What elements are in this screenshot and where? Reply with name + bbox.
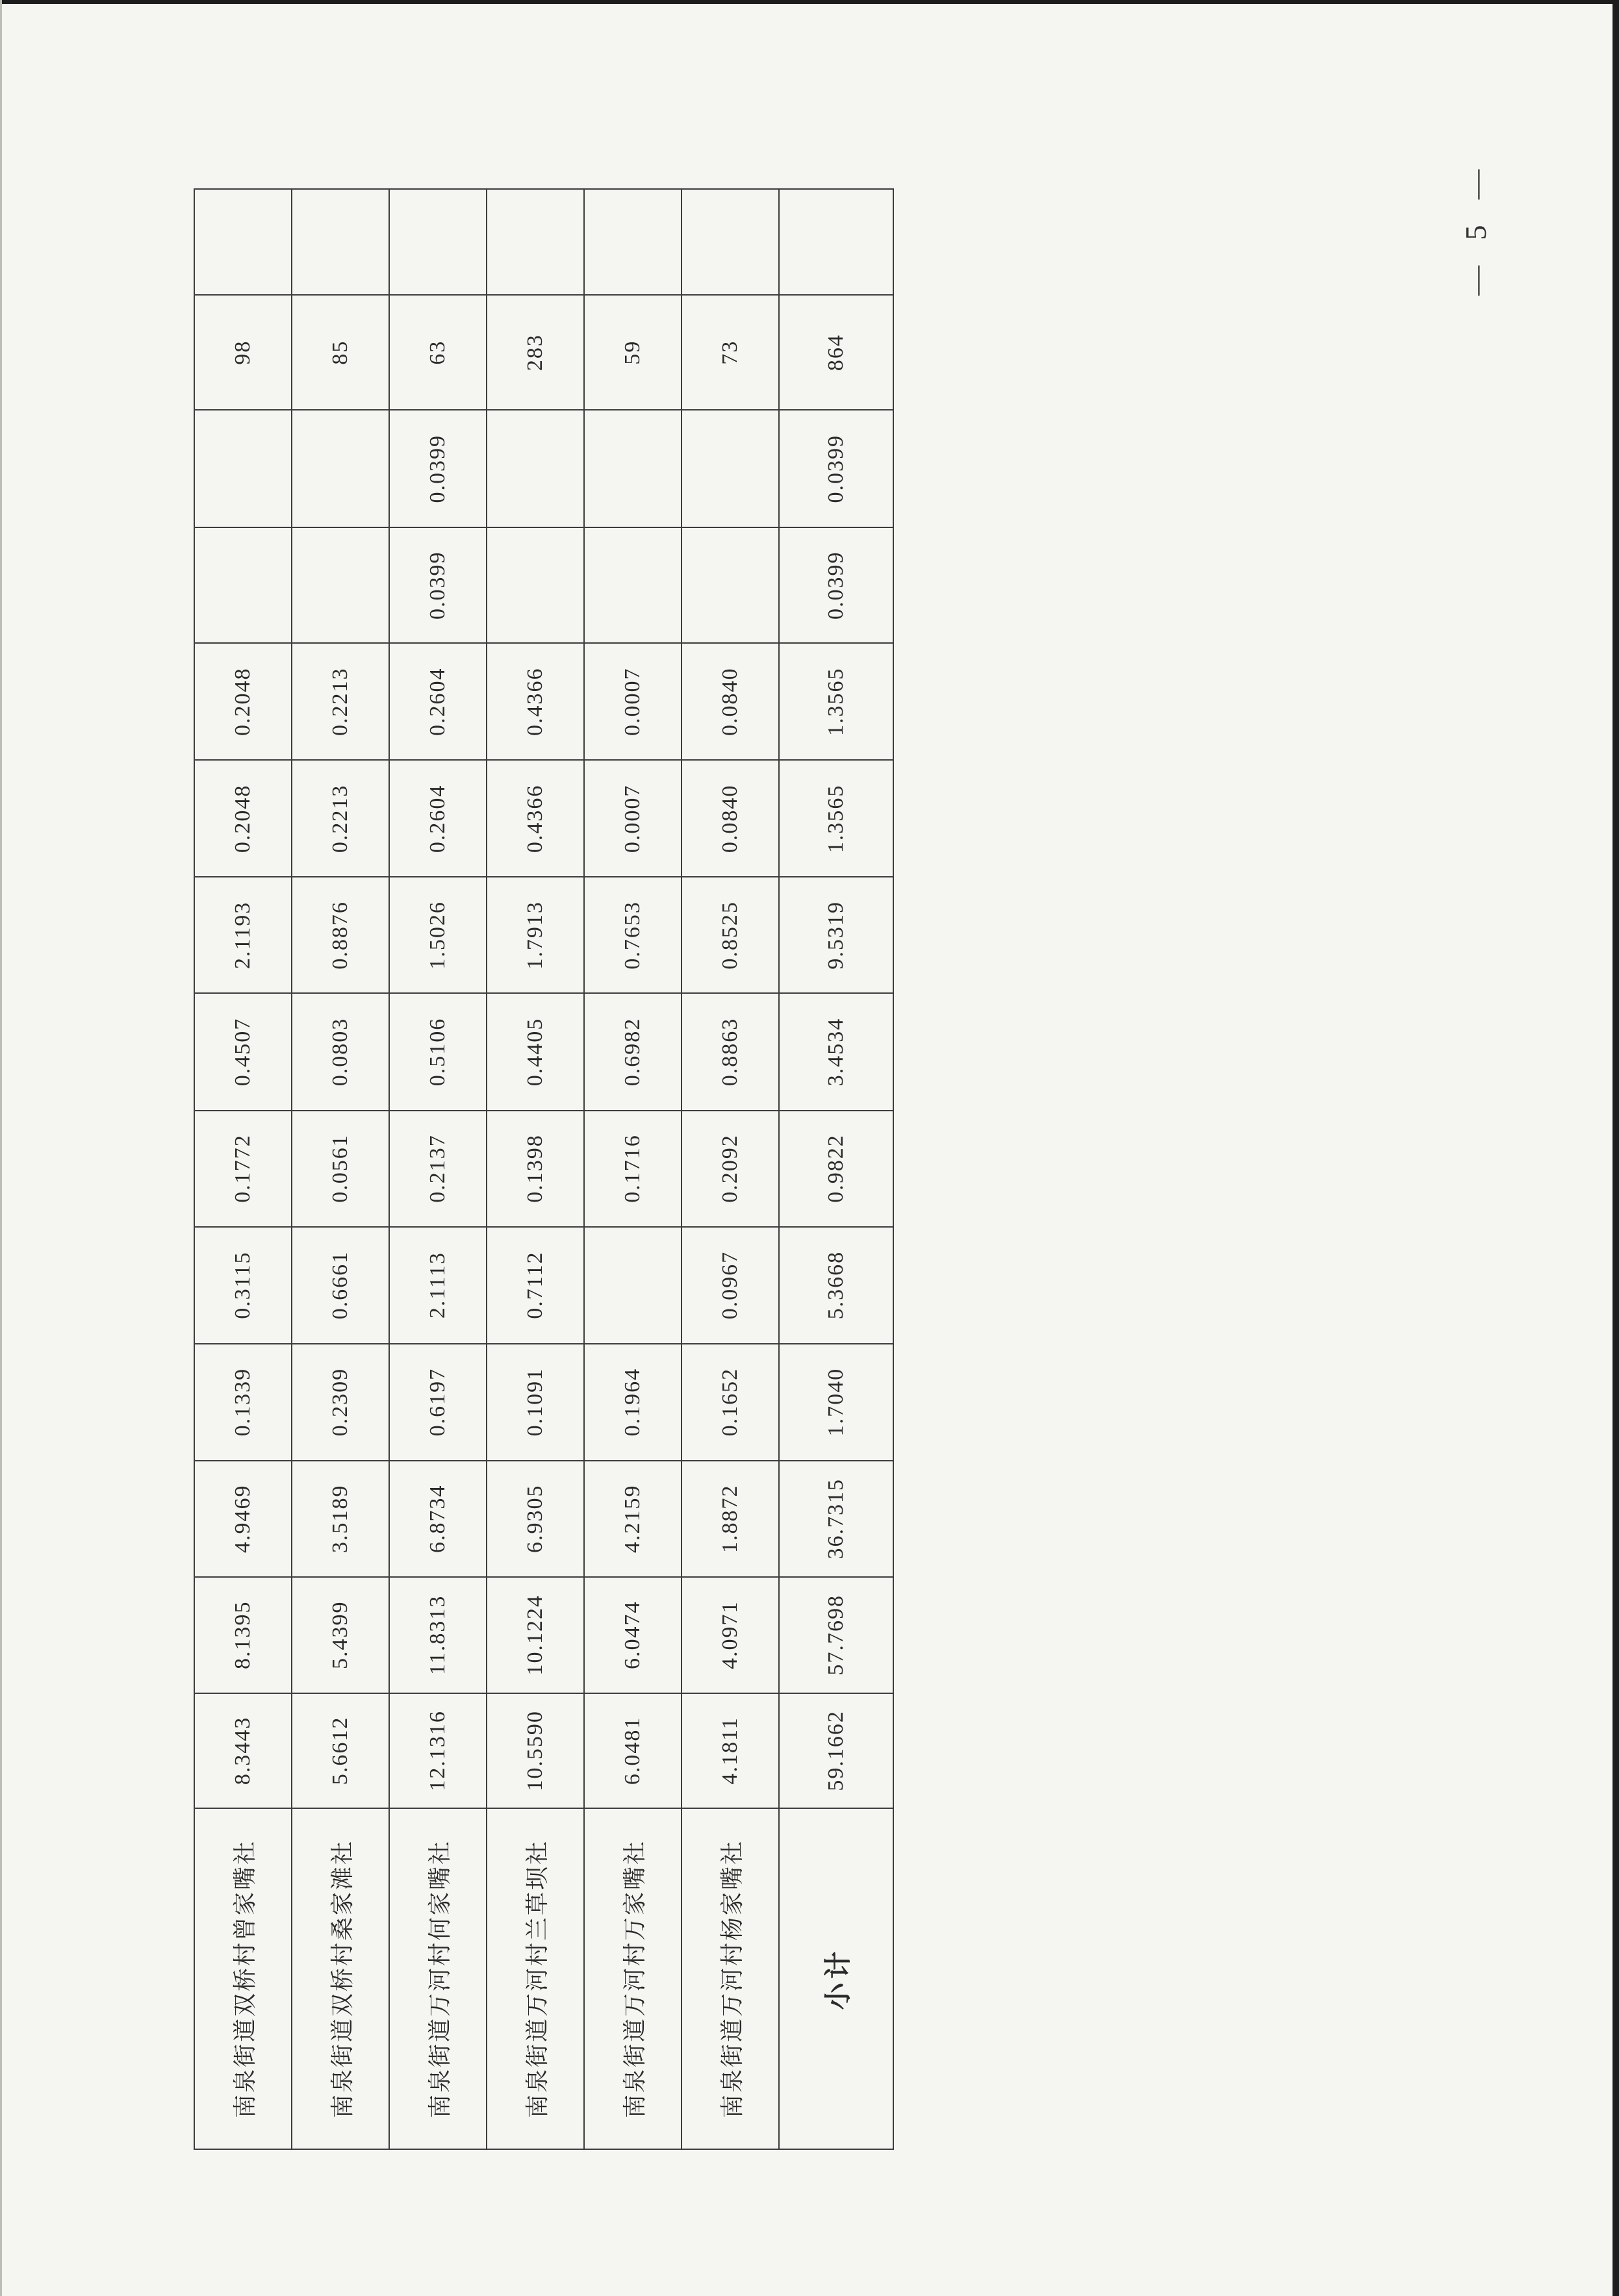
cell: 10.1224 bbox=[487, 1577, 584, 1693]
cell bbox=[584, 189, 682, 295]
cell bbox=[292, 527, 389, 643]
cell: 0.0007 bbox=[584, 760, 682, 877]
cell: 85 bbox=[292, 295, 389, 410]
cell: 4.9469 bbox=[194, 1461, 292, 1577]
cell: 11.8313 bbox=[389, 1577, 487, 1693]
table-row bbox=[389, 189, 487, 2149]
row-name: 南泉街道万河村万家嘴社 bbox=[584, 1808, 682, 2149]
cell bbox=[487, 189, 584, 295]
cell: 1.7913 bbox=[487, 877, 584, 993]
cell: 0.1339 bbox=[194, 1344, 292, 1461]
subtotal-label: 小计 bbox=[779, 1808, 893, 2149]
cell: 8.1395 bbox=[194, 1577, 292, 1693]
row-name: 南泉街道万河村杨家嘴社 bbox=[682, 1808, 779, 2149]
table-row bbox=[584, 189, 682, 2149]
cell: 0.0967 bbox=[682, 1227, 779, 1344]
cell: 5.6612 bbox=[292, 1693, 389, 1808]
cell: 0.6661 bbox=[292, 1227, 389, 1344]
land-data-table bbox=[194, 188, 894, 2150]
cell: 5.3668 bbox=[779, 1227, 893, 1344]
cell: 6.0474 bbox=[584, 1577, 682, 1693]
cell bbox=[487, 410, 584, 527]
table-row bbox=[292, 189, 389, 2149]
cell: 12.1316 bbox=[389, 1693, 487, 1808]
cell: 0.2213 bbox=[292, 760, 389, 877]
cell: 0.2048 bbox=[194, 760, 292, 877]
cell: 0.2309 bbox=[292, 1344, 389, 1461]
page-number: — 5 — bbox=[1459, 160, 1492, 296]
row-name: 南泉街道万河村何家嘴社 bbox=[389, 1808, 487, 2149]
cell: 2.1193 bbox=[194, 877, 292, 993]
cell bbox=[292, 189, 389, 295]
cell: 1.3565 bbox=[779, 760, 893, 877]
cell: 0.0399 bbox=[779, 410, 893, 527]
cell: 0.0840 bbox=[682, 643, 779, 760]
cell: 283 bbox=[487, 295, 584, 410]
cell bbox=[584, 1227, 682, 1344]
cell: 4.0971 bbox=[682, 1577, 779, 1693]
table-row bbox=[487, 189, 584, 2149]
cell: 0.0840 bbox=[682, 760, 779, 877]
cell: 0.8525 bbox=[682, 877, 779, 993]
table-row-total bbox=[779, 189, 893, 2149]
cell: 0.0399 bbox=[779, 527, 893, 643]
scan-border-top bbox=[0, 0, 1619, 4]
cell: 0.7112 bbox=[487, 1227, 584, 1344]
cell: 9.5319 bbox=[779, 877, 893, 993]
cell: 0.8876 bbox=[292, 877, 389, 993]
cell: 864 bbox=[779, 295, 893, 410]
cell: 0.1398 bbox=[487, 1111, 584, 1227]
table-row bbox=[194, 189, 292, 2149]
cell: 0.0007 bbox=[584, 643, 682, 760]
cell bbox=[194, 189, 292, 295]
cell: 0.6982 bbox=[584, 993, 682, 1110]
row-name: 南泉街道双桥村曾家嘴社 bbox=[194, 1808, 292, 2149]
cell: 0.2604 bbox=[389, 643, 487, 760]
cell bbox=[682, 410, 779, 527]
cell: 57.7698 bbox=[779, 1577, 893, 1693]
cell: 98 bbox=[194, 295, 292, 410]
cell: 0.5106 bbox=[389, 993, 487, 1110]
scan-border-left bbox=[0, 0, 2, 2296]
cell: 0.1716 bbox=[584, 1111, 682, 1227]
cell bbox=[779, 189, 893, 295]
cell bbox=[194, 527, 292, 643]
row-name: 南泉街道万河村兰草坝社 bbox=[487, 1808, 584, 2149]
scan-border-right bbox=[1613, 0, 1619, 2296]
cell: 4.1811 bbox=[682, 1693, 779, 1808]
cell: 0.2048 bbox=[194, 643, 292, 760]
cell: 1.7040 bbox=[779, 1344, 893, 1461]
cell: 0.3115 bbox=[194, 1227, 292, 1344]
cell: 0.2213 bbox=[292, 643, 389, 760]
cell: 0.4366 bbox=[487, 643, 584, 760]
cell: 4.2159 bbox=[584, 1461, 682, 1577]
cell: 0.4405 bbox=[487, 993, 584, 1110]
cell bbox=[584, 527, 682, 643]
cell: 73 bbox=[682, 295, 779, 410]
cell: 0.4507 bbox=[194, 993, 292, 1110]
cell bbox=[682, 189, 779, 295]
table-row bbox=[682, 189, 779, 2149]
cell: 63 bbox=[389, 295, 487, 410]
cell: 1.5026 bbox=[389, 877, 487, 993]
cell: 0.6197 bbox=[389, 1344, 487, 1461]
cell bbox=[682, 527, 779, 643]
cell: 0.7653 bbox=[584, 877, 682, 993]
rotated-table-container bbox=[194, 188, 894, 2150]
cell bbox=[292, 410, 389, 527]
cell: 0.2092 bbox=[682, 1111, 779, 1227]
cell: 0.0399 bbox=[389, 410, 487, 527]
cell: 0.0399 bbox=[389, 527, 487, 643]
cell bbox=[194, 410, 292, 527]
cell bbox=[584, 410, 682, 527]
cell: 59 bbox=[584, 295, 682, 410]
cell: 59.1662 bbox=[779, 1693, 893, 1808]
cell: 6.8734 bbox=[389, 1461, 487, 1577]
cell: 8.3443 bbox=[194, 1693, 292, 1808]
cell: 3.5189 bbox=[292, 1461, 389, 1577]
cell: 0.1964 bbox=[584, 1344, 682, 1461]
cell: 3.4534 bbox=[779, 993, 893, 1110]
cell bbox=[487, 527, 584, 643]
cell: 0.4366 bbox=[487, 760, 584, 877]
cell: 1.8872 bbox=[682, 1461, 779, 1577]
cell: 1.3565 bbox=[779, 643, 893, 760]
cell bbox=[389, 189, 487, 295]
cell: 0.0803 bbox=[292, 993, 389, 1110]
cell: 0.2604 bbox=[389, 760, 487, 877]
cell: 5.4399 bbox=[292, 1577, 389, 1693]
cell: 2.1113 bbox=[389, 1227, 487, 1344]
cell: 0.1091 bbox=[487, 1344, 584, 1461]
cell: 6.9305 bbox=[487, 1461, 584, 1577]
cell: 0.2137 bbox=[389, 1111, 487, 1227]
cell: 10.5590 bbox=[487, 1693, 584, 1808]
row-name: 南泉街道双桥村桑家滩社 bbox=[292, 1808, 389, 2149]
cell: 36.7315 bbox=[779, 1461, 893, 1577]
cell: 0.1652 bbox=[682, 1344, 779, 1461]
cell: 0.0561 bbox=[292, 1111, 389, 1227]
cell: 0.9822 bbox=[779, 1111, 893, 1227]
cell: 6.0481 bbox=[584, 1693, 682, 1808]
cell: 0.1772 bbox=[194, 1111, 292, 1227]
cell: 0.8863 bbox=[682, 993, 779, 1110]
